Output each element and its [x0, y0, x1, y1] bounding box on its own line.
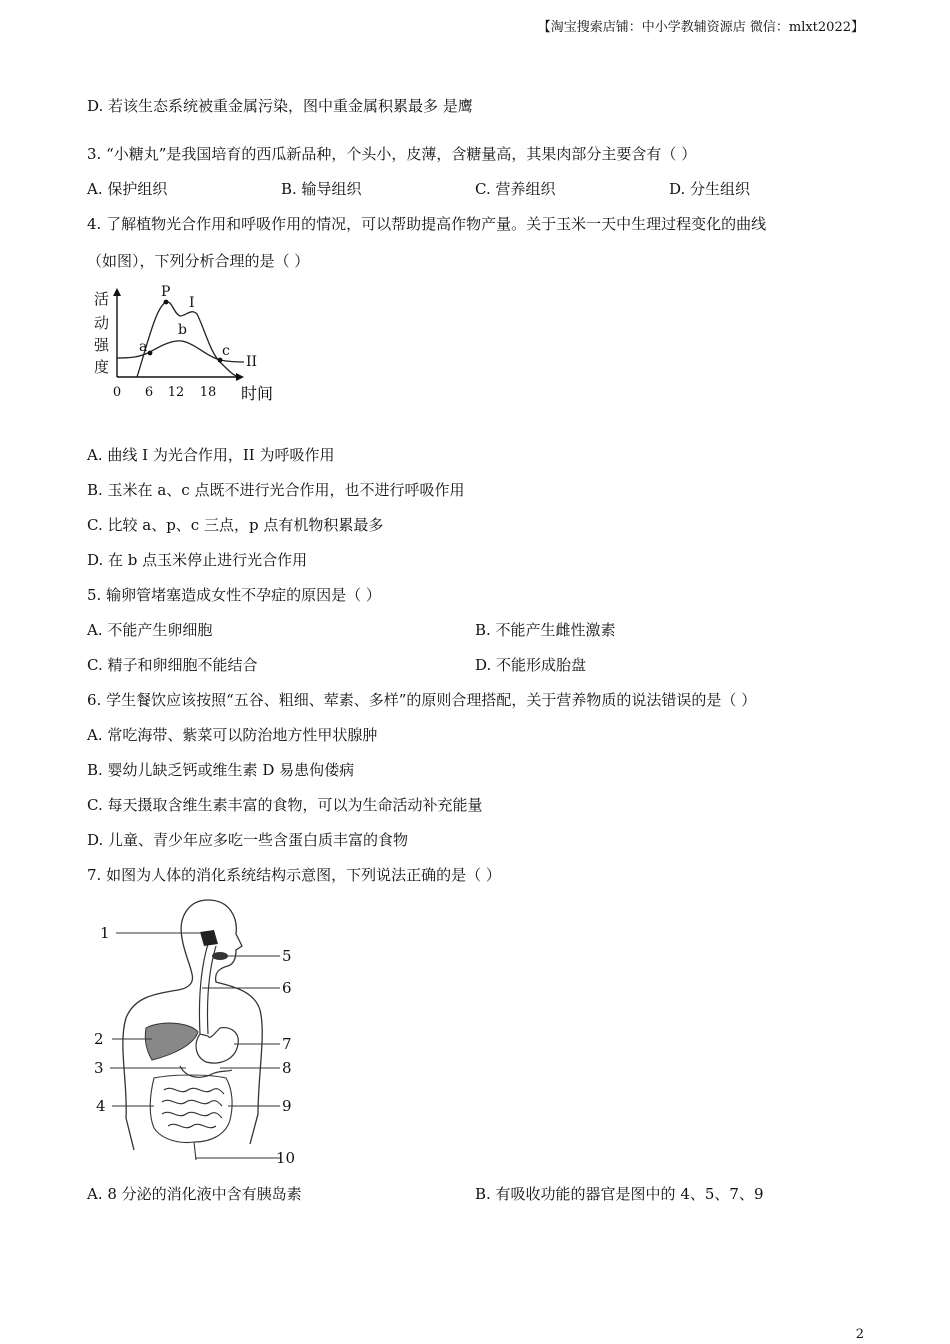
q7-option-a: A. 8 分泌的消化液中含有胰岛素	[87, 1185, 302, 1203]
x-tick: 12	[167, 385, 185, 400]
q6-option-b: B. 婴幼儿缺乏钙或维生素 D 易患佝偻病	[87, 761, 355, 779]
q5-option-d: D. 不能形成胎盘	[475, 656, 587, 674]
point-a	[148, 351, 153, 356]
label-10: 10	[276, 1149, 296, 1167]
page-header: 【淘宝搜索店铺：中小学教辅资源店 微信：mlxt2022】	[537, 20, 864, 35]
q3-option-b: B. 输导组织	[281, 180, 362, 198]
q6-option-c: C. 每天摄取含维生素丰富的食物，可以为生命活动补充能量	[87, 796, 483, 814]
curve-label-I: I	[189, 295, 195, 311]
q4-stem-line1: 4. 了解植物光合作用和呼吸作用的情况，可以帮助提高作物产量。关于玉米一天中生理过程变化的曲线	[87, 215, 767, 233]
q3-stem: 3. “小糖丸”是我国培育的西瓜新品种，个头小，皮薄，含糖量高，其果肉部分主要含有（ ）	[87, 145, 697, 163]
digestive-system-figure	[90, 894, 310, 1170]
ylabel-char: 度	[94, 358, 110, 376]
label-9: 9	[282, 1097, 292, 1115]
x-tick: 6	[144, 385, 154, 400]
label-8: 8	[282, 1059, 292, 1077]
ylabel-char: 活	[94, 290, 110, 308]
x-axis-label: 时间	[241, 384, 274, 403]
q5-stem: 5. 输卵管堵塞造成女性不孕症的原因是（ ）	[87, 586, 381, 604]
q7-option-b: B. 有吸收功能的器官是图中的 4、5、7、9	[475, 1185, 764, 1203]
label-5: 5	[282, 947, 292, 965]
label-7: 7	[282, 1035, 292, 1053]
curve-I	[137, 302, 236, 377]
label-4: 4	[96, 1097, 106, 1115]
photosynthesis-curve-figure	[88, 282, 288, 408]
label-1: 1	[100, 924, 110, 942]
label-3: 3	[94, 1059, 104, 1077]
q7-stem: 7. 如图为人体的消化系统结构示意图，下列说法正确的是（ ）	[87, 866, 501, 884]
point-label-b: b	[178, 322, 187, 338]
q4-option-b: B. 玉米在 a、c 点既不进行光合作用，也不进行呼吸作用	[87, 481, 465, 499]
q5-option-b: B. 不能产生雌性激素	[475, 621, 616, 639]
point-label-p: P	[161, 284, 171, 300]
q6-stem: 6. 学生餐饮应该按照“五谷、粗细、荤素、多样”的原则合理搭配，关于营养物质的说法错误的是（ ）	[87, 691, 757, 709]
q5-option-a: A. 不能产生卵细胞	[87, 621, 213, 639]
q4-option-d: D. 在 b 点玉米停止进行光合作用	[87, 551, 308, 569]
ylabel-char: 动	[94, 314, 110, 332]
q5-option-c: C. 精子和卵细胞不能结合	[87, 656, 258, 674]
curve-label-II: II	[246, 354, 258, 370]
x-tick: 18	[199, 385, 217, 400]
point-label-a: a	[139, 339, 148, 355]
x-tick: 0	[112, 385, 122, 400]
label-2: 2	[94, 1030, 104, 1048]
point-label-c: c	[222, 343, 230, 359]
intestines	[150, 1075, 232, 1160]
q4-stem-line2: （如图），下列分析合理的是（ ）	[87, 252, 310, 270]
q3-option-a: A. 保护组织	[87, 180, 168, 198]
label-6: 6	[282, 979, 292, 997]
q3-option-c: C. 营养组织	[475, 180, 556, 198]
q3-option-d: D. 分生组织	[669, 180, 751, 198]
point-p	[164, 300, 169, 305]
q4-option-a: A. 曲线 I 为光合作用，II 为呼吸作用	[87, 446, 335, 464]
q4-option-c: C. 比较 a、p、c 三点，p 点有机物积累最多	[87, 516, 384, 534]
q6-option-d: D. 儿童、青少年应多吃一些含蛋白质丰富的食物	[87, 831, 409, 849]
page-number: 2	[855, 1327, 864, 1342]
q6-option-a: A. 常吃海带、紫菜可以防治地方性甲状腺肿	[87, 726, 378, 744]
q2-option-d: D. 若该生态系统被重金属污染，图中重金属积累最多 是鹰	[87, 97, 473, 115]
ylabel-char: 强	[94, 336, 110, 354]
